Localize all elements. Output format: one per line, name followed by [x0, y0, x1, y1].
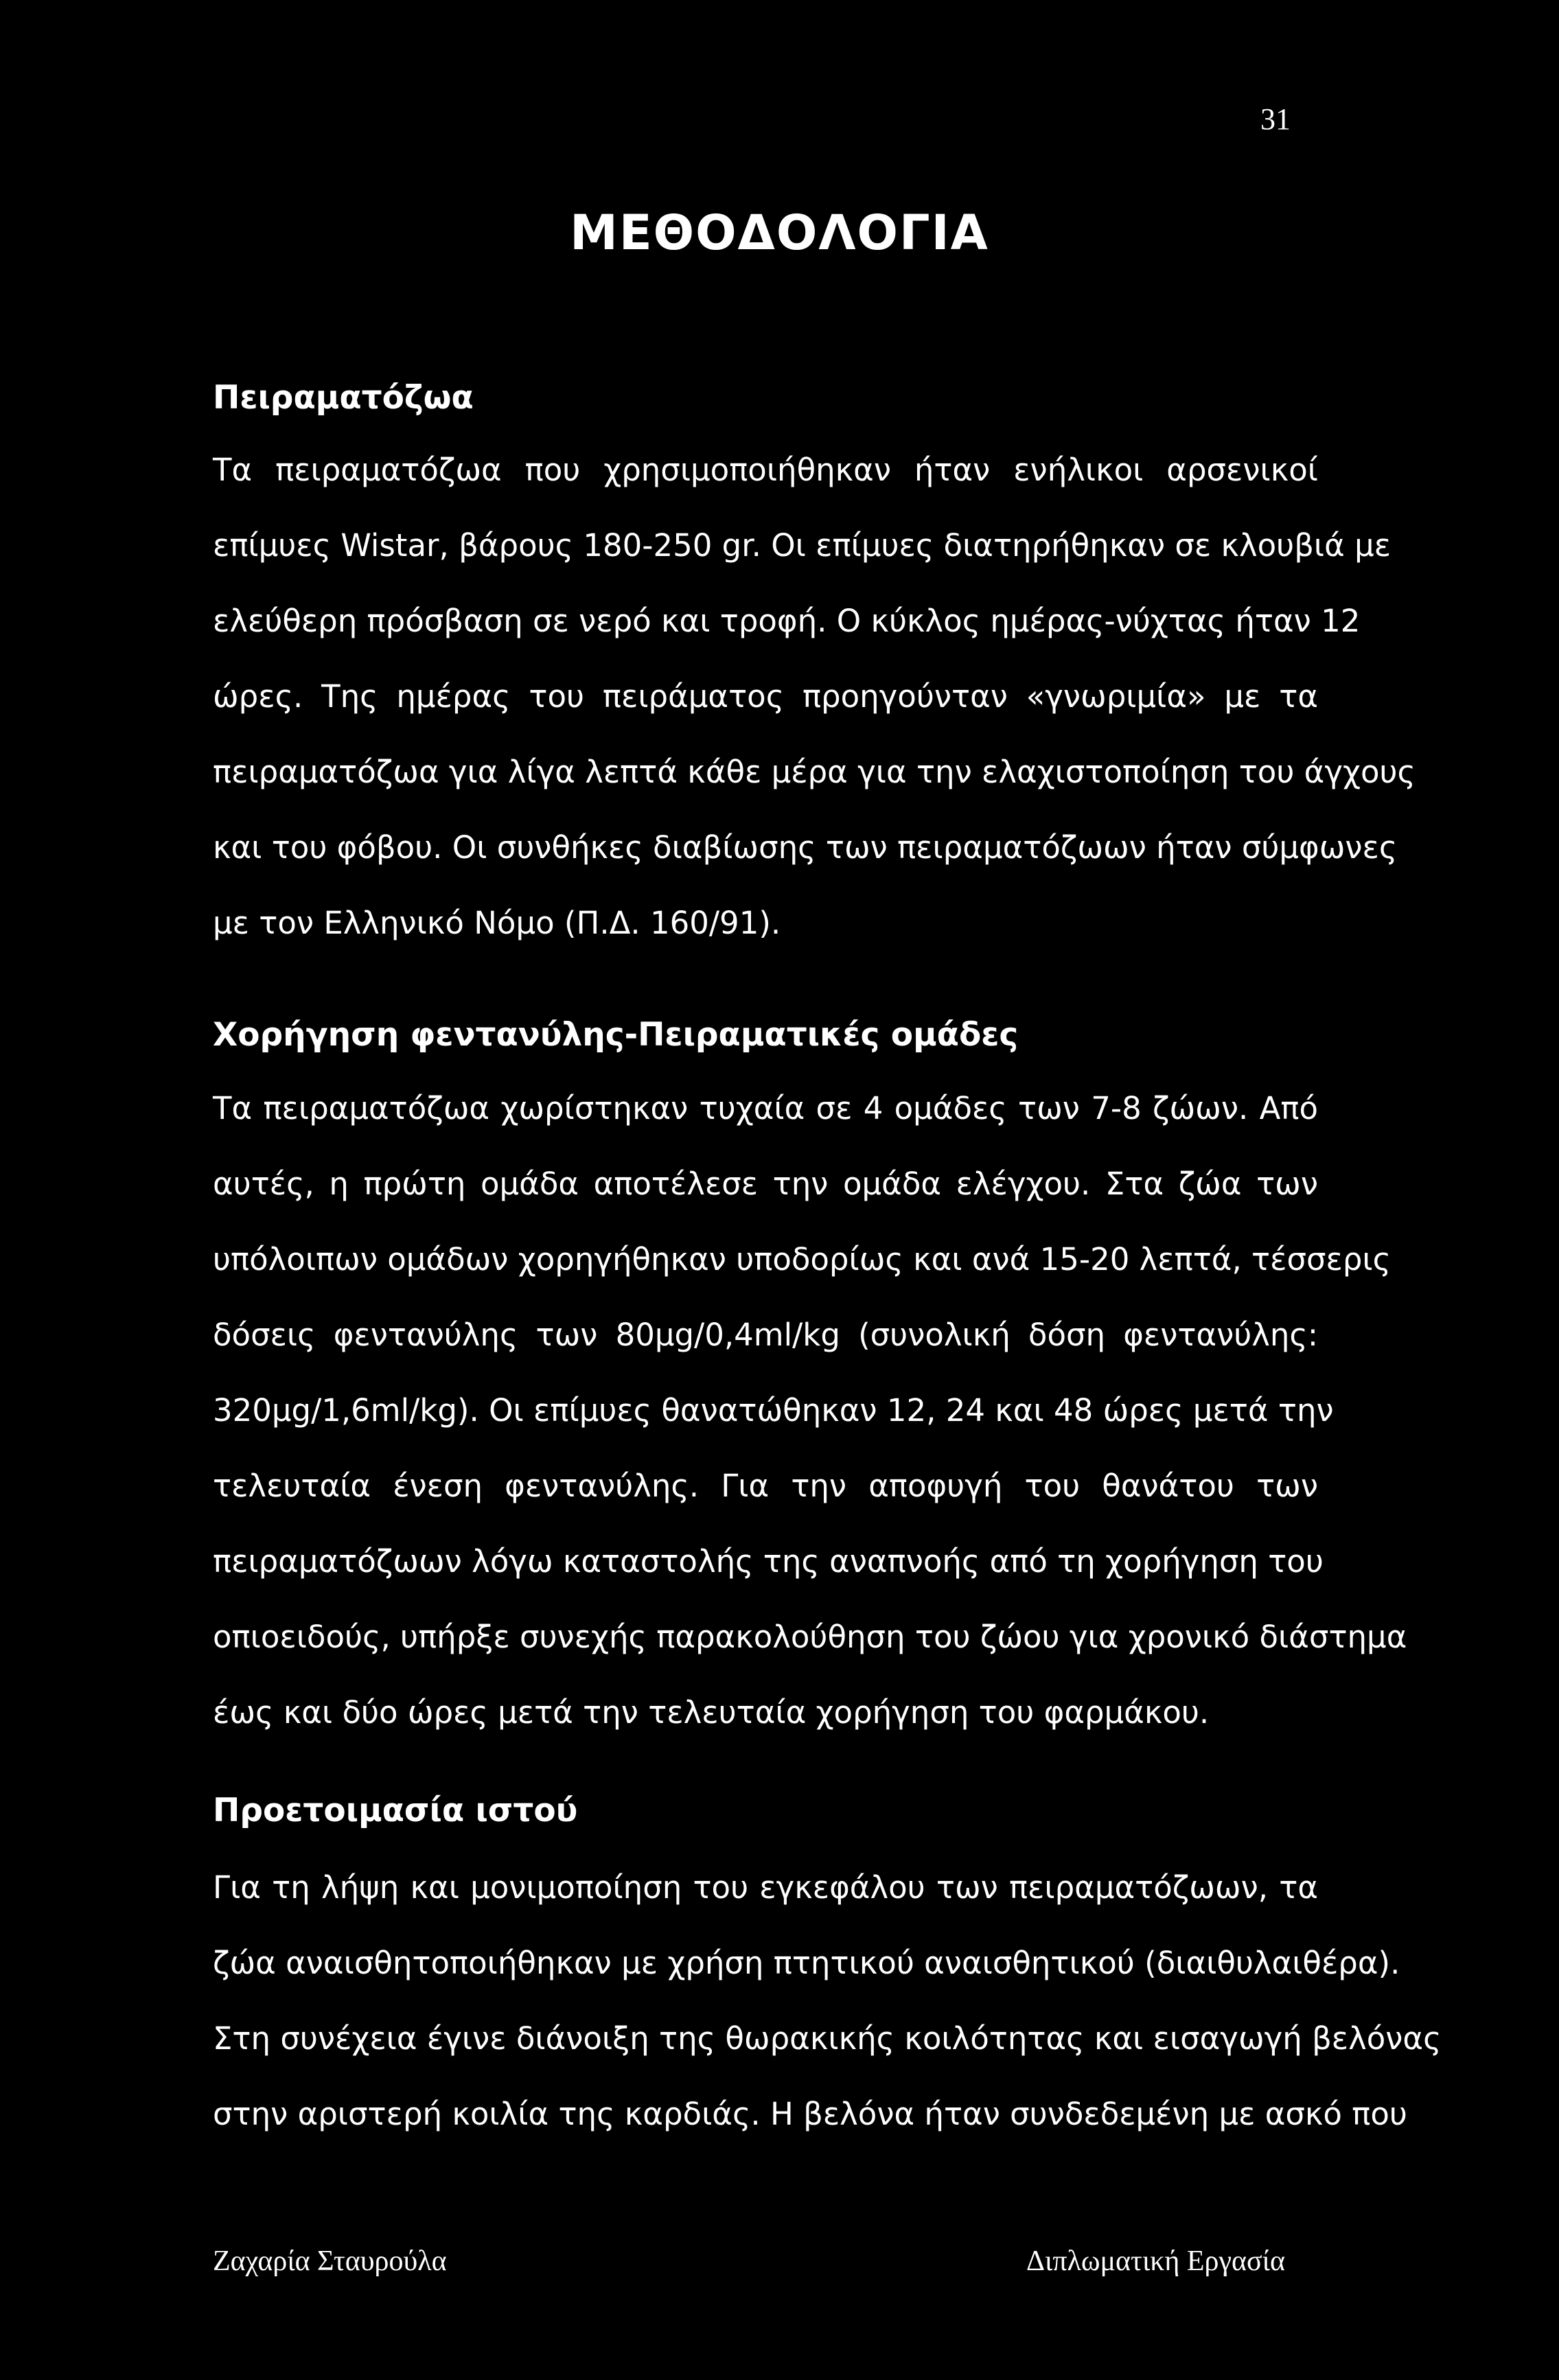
- section-body-tissue-prep: [213, 1850, 1442, 2152]
- text-line: πειραματόζωων λόγω καταστολής της αναπνοής από τη χορήγηση του: [213, 1543, 1324, 1580]
- text-line: 320μg/1,6ml/kg). Οι επίμυες θανατώθηκαν 12, 24 και 48 ώρες μετά την: [213, 1392, 1334, 1429]
- footer-author: Ζαχαρία Σταυρούλα: [213, 2245, 447, 2277]
- footer-doc-type: Διπλωματική Εργασία: [1026, 2245, 1285, 2277]
- text-line: στην αριστερή κοιλία της καρδιάς. Η βελόνα ήταν συνδεδεμένη με ασκό που: [213, 2096, 1407, 2132]
- text-line: επίμυες Wistar, βάρους 180-250 gr. Οι επίμυες διατηρήθηκαν σε κλουβιά με: [213, 527, 1391, 564]
- text-line: οπιοειδούς, υπήρξε συνεχής παρακολούθηση του ζώου για χρονικό διάστημα: [213, 1619, 1407, 1655]
- text-line: ζώα αναισθητοποιήθηκαν με χρήση πτητικού αναισθητικού (διαιθυλαιθέρα).: [213, 1945, 1400, 1981]
- text-line: ώρες. Της ημέρας του πειράματος προηγούνταν «γνωριμία» με τα: [213, 678, 1318, 715]
- text-line: υπόλοιπων ομάδων χορηγήθηκαν υποδορίως και ανά 15-20 λεπτά, τέσσερις: [213, 1241, 1391, 1278]
- section-heading-tissue-prep: Προετοιμασία ιστού: [213, 1792, 578, 1829]
- document-title: ΜΕΘΟΔΟΛΟΓΙΑ: [570, 205, 989, 261]
- section-heading-fentanyl-groups: Χορήγηση φεντανύλης-Πειραματικές ομάδες: [213, 1016, 1019, 1054]
- text-line: τελευταία ένεση φεντανύλης. Για την αποφυγή του θανάτου των: [213, 1468, 1318, 1504]
- text-line: Στη συνέχεια έγινε διάνοιξη της θωρακικής κοιλότητας και εισαγωγή βελόνας: [213, 2020, 1442, 2057]
- text-line: Τα πειραματόζωα χωρίστηκαν τυχαία σε 4 ομάδες των 7-8 ζώων. Από: [213, 1090, 1318, 1127]
- text-line: Για τη λήψη και μονιμοποίηση του εγκεφάλου των πειραματόζωων, τα: [213, 1869, 1318, 1906]
- section-body-animals: [213, 432, 1416, 961]
- text-line: ελεύθερη πρόσβαση σε νερό και τροφή. Ο κύκλος ημέρας-νύχτας ήταν 12: [213, 603, 1361, 639]
- page-number: 31: [1260, 102, 1291, 136]
- text-line: αυτές, η πρώτη ομάδα αποτέλεσε την ομάδα ελέγχου. Στα ζώα των: [213, 1166, 1318, 1202]
- section-heading-animals: Πειραματόζωα: [213, 379, 474, 417]
- text-line: και του φόβου. Οι συνθήκες διαβίωσης των πειραματόζωων ήταν σύμφωνες: [213, 829, 1398, 866]
- text-line: Τα πειραματόζωα που χρησιμοποιήθηκαν ήταν ενήλικοι αρσενικοί: [213, 452, 1318, 488]
- text-line: έως και δύο ώρες μετά την τελευταία χορήγηση του φαρμάκου.: [213, 1694, 1210, 1731]
- text-line: δόσεις φεντανύλης των 80μg/0,4ml/kg (συνολική δόση φεντανύλης:: [213, 1317, 1318, 1353]
- text-line: πειραματόζωα για λίγα λεπτά κάθε μέρα για την ελαχιστοποίηση του άγχους: [213, 754, 1416, 790]
- text-line: με τον Ελληνικό Νόμο (Π.Δ. 160/91).: [213, 905, 781, 941]
- section-body-fentanyl-groups: [213, 1071, 1407, 1751]
